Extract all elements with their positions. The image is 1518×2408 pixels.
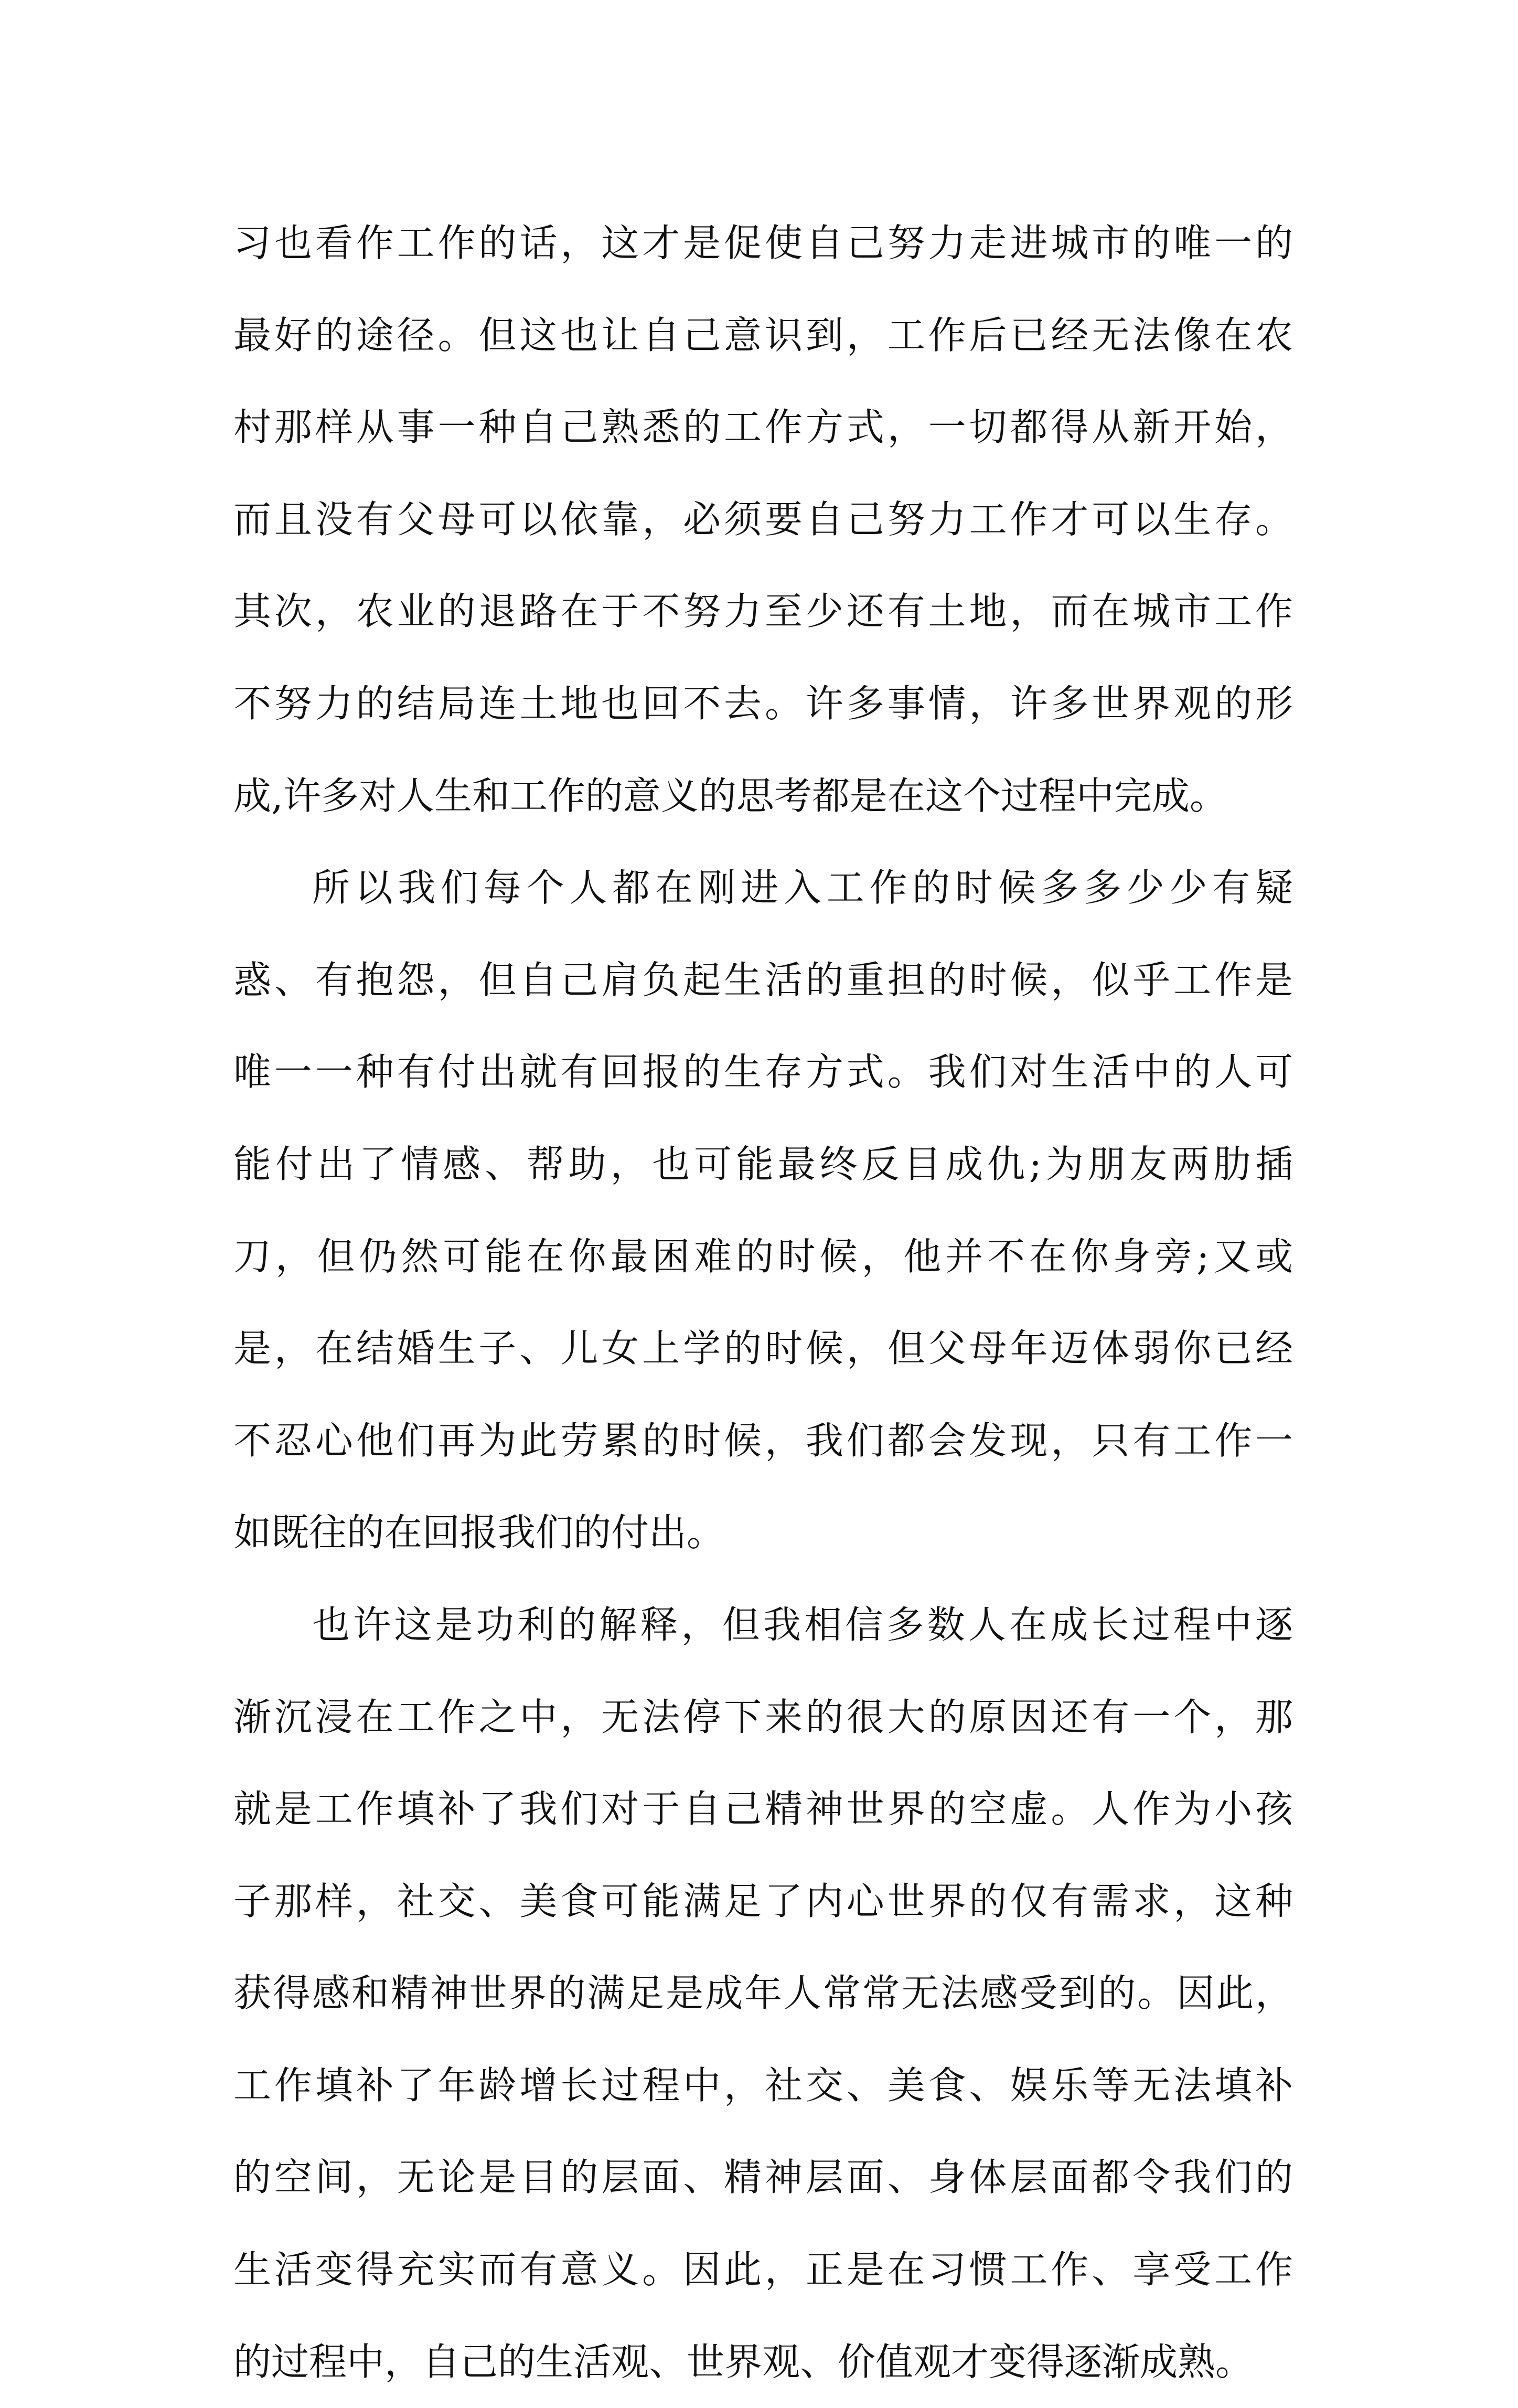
text-line: 而且没有父母可以依靠，必须要自己努力工作才可以生存。 xyxy=(233,497,1293,541)
text-line: 习也看作工作的话，这才是促使自己努力走进城市的唯一的 xyxy=(233,221,1293,265)
text-line: 获得感和精神世界的满足是成年人常常无法感受到的。因此， xyxy=(233,1971,1293,2016)
text-line: 工作填补了年龄增长过程中，社交、美食、娱乐等无法填补 xyxy=(233,2063,1293,2107)
text-line: 唯一一种有付出就有回报的生存方式。我们对生活中的人可 xyxy=(233,1050,1293,1094)
text-line: 能付出了情感、帮助，也可能最终反目成仇;为朋友两肋插 xyxy=(233,1142,1293,1186)
text-line: 生活变得充实而有意义。因此，正是在习惯工作、享受工作 xyxy=(233,2247,1293,2292)
text-line: 子那样，社交、美食可能满足了内心世界的仅有需求，这种 xyxy=(233,1879,1293,1923)
text-line: 村那样从事一种自己熟悉的工作方式，一切都得从新开始， xyxy=(233,405,1293,450)
text-line: 的空间，无论是目的层面、精神层面、身体层面都令我们的 xyxy=(233,2155,1293,2200)
text-line: 如既往的在回报我们的付出。 xyxy=(233,1510,725,1555)
text-line: 不努力的结局连土地也回不去。许多事情，许多世界观的形 xyxy=(233,681,1293,726)
text-line: 其次，农业的退路在于不努力至少还有土地，而在城市工作 xyxy=(233,589,1293,634)
text-line: 成,许多对人生和工作的意义的思考都是在这个过程中完成。 xyxy=(233,773,1227,818)
text-line: 渐沉浸在工作之中，无法停下来的很大的原因还有一个，那 xyxy=(233,1695,1293,1739)
text-line: 是，在结婚生子、儿女上学的时候，但父母年迈体弱你已经 xyxy=(233,1326,1293,1371)
text-line: 最好的途径。但这也让自己意识到，工作后已经无法像在农 xyxy=(233,313,1293,357)
body-text xyxy=(233,197,1293,2408)
paragraph-first-line: 也许这是功利的解释，但我相信多数人在成长过程中逐 xyxy=(312,1602,1293,1647)
text-line: 的过程中，自己的生活观、世界观、价值观才变得逐渐成熟。 xyxy=(233,2339,1254,2384)
text-line: 不忍心他们再为此劳累的时候，我们都会发现，只有工作一 xyxy=(233,1418,1293,1463)
text-line: 刀，但仍然可能在你最困难的时候，他并不在你身旁;又或 xyxy=(233,1234,1293,1278)
text-line: 惑、有抱怨，但自己肩负起生活的重担的时候，似乎工作是 xyxy=(233,957,1293,1002)
paragraph-first-line: 所以我们每个人都在刚进入工作的时候多多少少有疑 xyxy=(312,866,1293,910)
text-line: 就是工作填补了我们对于自己精神世界的空虚。人作为小孩 xyxy=(233,1787,1293,1831)
